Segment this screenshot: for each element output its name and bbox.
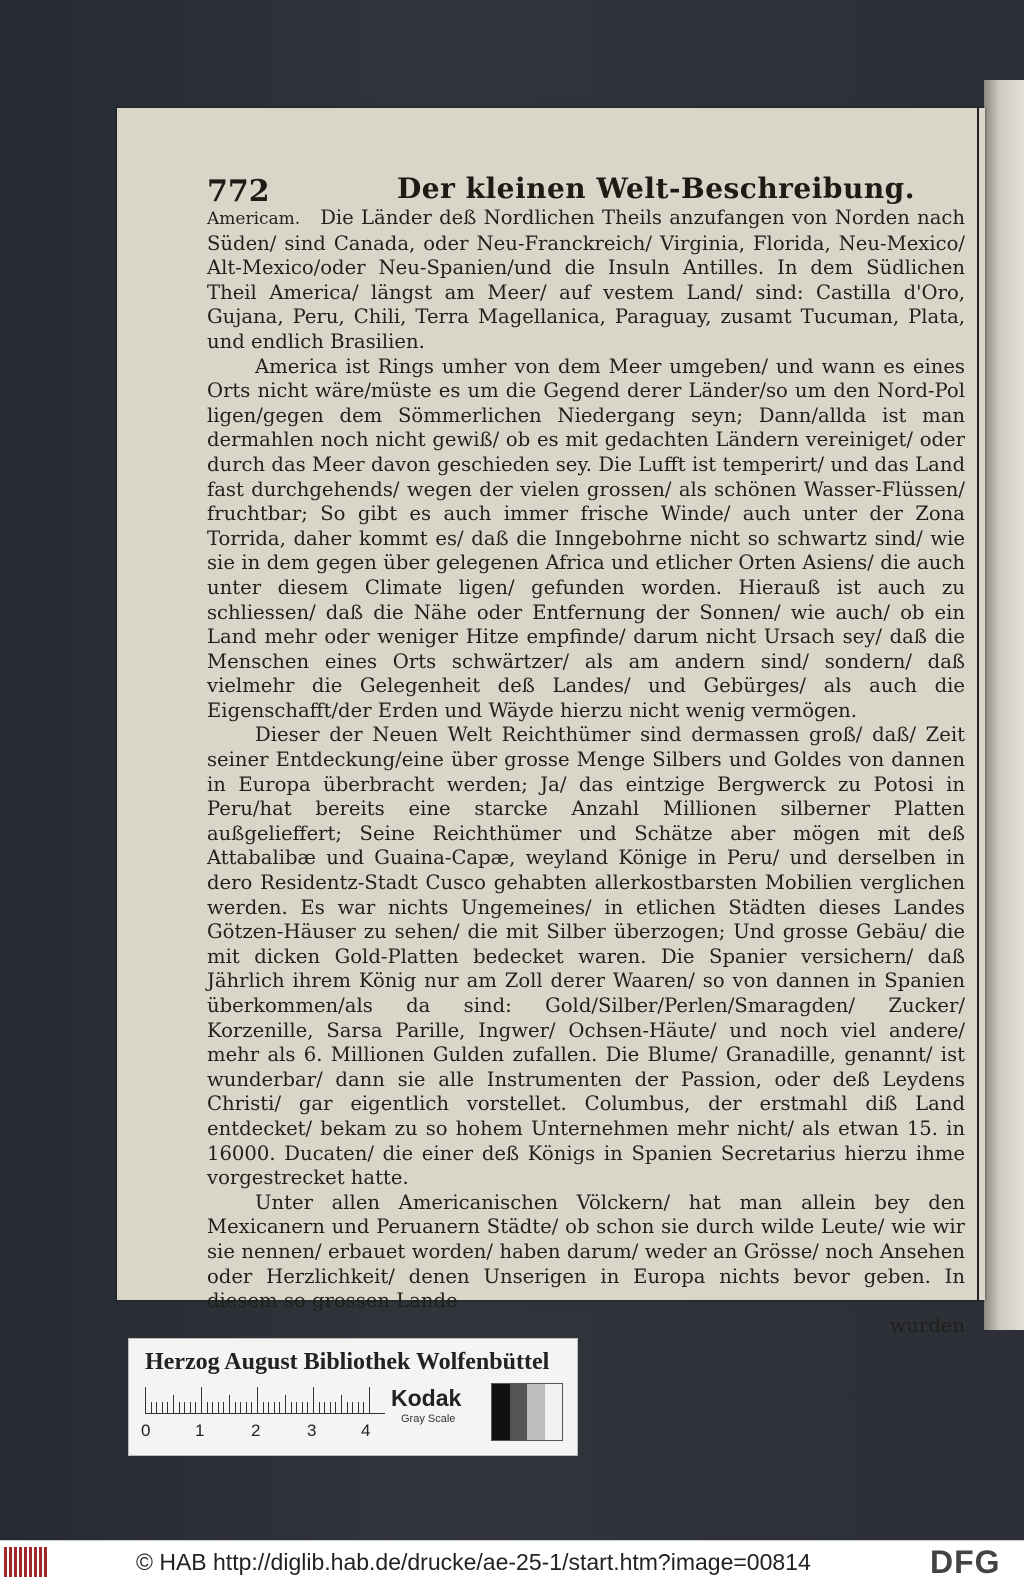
ruler-tick [268, 1402, 269, 1413]
hab-logo-icon [4, 1547, 50, 1577]
ruler-tick [246, 1402, 247, 1413]
ruler-tick [313, 1387, 314, 1413]
page-header [207, 170, 957, 210]
page-number: 772 [207, 174, 270, 209]
ruler-tick [263, 1402, 264, 1413]
ruler-tick [201, 1387, 202, 1413]
ruler-tick [369, 1387, 370, 1413]
ruler-tick [207, 1402, 208, 1413]
ruler-tick [341, 1395, 342, 1413]
ruler-tick [162, 1402, 163, 1413]
ruler-tick [156, 1402, 157, 1413]
scale-number-2: 2 [251, 1421, 261, 1440]
body-text [207, 206, 965, 1338]
ruler-tick [235, 1402, 236, 1413]
ruler-tick [212, 1402, 213, 1413]
ruler-tick [302, 1402, 303, 1413]
footer-bar [0, 1540, 1024, 1583]
scale-number-4: 4 [361, 1421, 371, 1440]
ruler-tick [347, 1402, 348, 1413]
kodak-gray-scale-label: Gray Scale [401, 1413, 456, 1425]
ruler-tick [324, 1402, 325, 1413]
paragraph-2: America ist Rings umher von dem Meer umgeben/ und wann es eines Orts nicht wäre/müste es um die Gegend derer Länder/so um den Nord-Pol ligen/gegen dem Sömmerlichen Niedergang seyn; Dann/allda ist man dermahlen noch nicht gewiß/ ob es mit gedachten Ländern vereiniget/ oder durch das Meer davon geschieden sey. Die Lufft ist temperirt/ und das Land fast durchgehends/ wegen der vielen grossen/ als schönen Wasser-Flüssen/ fruchtbar; So gibt es auch immer frische Winde/ auch unter der Zona Torrida, daher kommt es/ daß die Inngebohrne nicht so schwartz sind/ wie sie in dem gegen über gelegenen Africa und etlicher Orten Asiens/ die auch unter diesem Climate ligen/ gefunden worden. Hierauß ist auch zu schliessen/ daß die Nähe oder Entfernung der Sonnen/ wie auch/ ob ein Land mehr oder weniger Hitze empfinde/ darum nicht Ursach sey/ daß die Menschen eines Orts schwärtzer/ als am andern sind/ sondern/ daß vielmehr die Gelegenheit deß Landes/ und Gebürges/ als auch die Eigenschafft/der Erden und Wäyde hierzu nicht wenig vermögen. [207, 354, 965, 722]
paragraph-4: Unter allen Americanischen Völckern/ hat man allein bey den Mexicanern und Peruanern Städte/ ob schon sie durch wilde Leute/ wie wir sie nennen/ erbauet worden/ haben darum/ weder an Grösse/ noch Ansehen oder Herzlichkeit/ denen Unserigen in Europa nichts bevor geben. In diesem so grossen Lande [207, 1190, 965, 1313]
ruler-tick [296, 1402, 297, 1413]
scale-number-0: 0 [141, 1421, 151, 1440]
paragraph-1 [207, 206, 965, 355]
ruler-tick [151, 1402, 152, 1413]
book-page [117, 108, 985, 1337]
ruler-tick [218, 1402, 219, 1413]
scale-number-3: 3 [307, 1421, 317, 1440]
catchword: wurden [889, 1313, 965, 1337]
scale-number-1: 1 [195, 1421, 205, 1440]
ruler-tick [223, 1402, 224, 1413]
ruler-tick [285, 1395, 286, 1413]
kodak-brand: Kodak [391, 1385, 462, 1411]
ruler-tick [279, 1402, 280, 1413]
running-title: Der kleinen Welt-Beschreibung. [397, 172, 916, 205]
ruler-tick [352, 1402, 353, 1413]
gray-patches [491, 1383, 563, 1441]
ruler-tick [257, 1387, 258, 1413]
ruler-tick [335, 1402, 336, 1413]
gray-patch-0 [492, 1384, 510, 1440]
ruler-tick [307, 1402, 308, 1413]
ruler-tick [240, 1402, 241, 1413]
ruler-tick [167, 1402, 168, 1413]
paragraph-1-text: Die Länder deß Nordlichen Theils anzufangen von Norden nach Süden/ sind Canada, oder Neu-Franckreich/ Virginia, Florida, Neu-Mexico/ Alt-Mexico/oder Neu-Spanien/und die Insuln Antilles. In dem Südlichen Theil America/ längst am Meer/ auf vestem Land/ sind: Castilla d'Oro, Gujana, Peru, Chili, Terra Magellanica, Paraguay, zusamt Tucuman, Plata, und endlich Brasilien. [207, 206, 965, 353]
ruler-tick [358, 1402, 359, 1413]
ruler-tick [330, 1402, 331, 1413]
ruler-tick [274, 1402, 275, 1413]
citation-link[interactable]: © HAB http://diglib.hab.de/drucke/ae-25-1/start.htm?image=00814 [136, 1549, 811, 1575]
ruler-tick [173, 1395, 174, 1413]
ruler-tick [251, 1402, 252, 1413]
ruler-tick [319, 1402, 320, 1413]
library-label-card [128, 1338, 578, 1456]
gray-patch-2 [527, 1384, 545, 1440]
gray-scale-ruler [145, 1387, 385, 1414]
adjacent-page-edge [984, 80, 1024, 1330]
ruler-tick [195, 1402, 196, 1413]
ruler-tick [184, 1402, 185, 1413]
ruler-tick [145, 1387, 146, 1413]
ruler-tick [190, 1402, 191, 1413]
gray-patch-1 [510, 1384, 528, 1440]
ruler-tick [363, 1402, 364, 1413]
dfg-logo: DFG [930, 1544, 1001, 1580]
margin-note: Americam. [207, 209, 301, 229]
ruler-tick [179, 1402, 180, 1413]
library-name: Herzog August Bibliothek Wolfenbüttel [145, 1349, 550, 1375]
gray-patch-3 [545, 1384, 563, 1440]
paragraph-3: Dieser der Neuen Welt Reichthümer sind dermassen groß/ daß/ Zeit seiner Entdeckung/eine über grosse Menge Silbers und Goldes von dannen in Europa überbracht werden; Ja/ das eintzige Bergwerck zu Potosi in Peru/hat bereits eine starcke Anzahl Millionen silberner Platten außgelieffert; Seine Reichthümer und Schätze aber mögen mit deß Attabalibæ und Guaina-Capæ, weyland Könige in Peru/ und derselben in dero Residentz-Stadt Cusco gehabten allerkostbarsten Mobilien verglichen werden. Es war nichts Ungemeines/ in etlichen Städten dieses Landes Götzen-Häuser zu sehen/ die mit Silber überzogen; Und grosse Gebäu/ die mit dicken Gold-Platten bedecket waren. Die Spanier versichern/ daß Jährlich ihrem König nur am Zoll derer Waaren/ so von dannen in Spanien überkommen/als da sind: Gold/Silber/Perlen/Smaragden/ Zucker/ Korzenille, Sarsa Parille, Ingwer/ Ochsen-Häute/ und noch viel andere/ mehr als 6. Millionen Gulden zufallen. Die Blume/ Granadille, genannt/ ist wunderbar/ dann sie alle Instrumenten der Passion, oder deß Leydens Christi/ gar eigentlich vorstellet. Columbus, der erstmahl diß Land entdecket/ bekam zu so hohem Unternehmen mehr nicht/ als etwan 15. in 16000. Ducaten/ die einer deß Königs in Spanien Secretarius hierzu ihme vorgestrecket hatte. [207, 723, 965, 1190]
ruler-tick [291, 1402, 292, 1413]
ruler-tick [229, 1395, 230, 1413]
